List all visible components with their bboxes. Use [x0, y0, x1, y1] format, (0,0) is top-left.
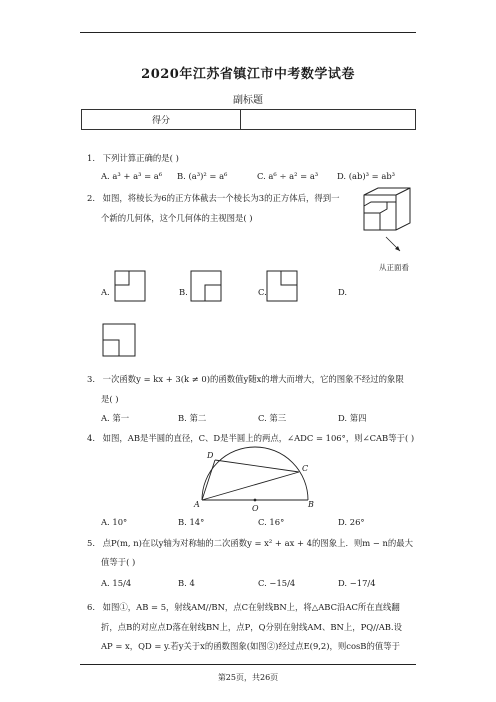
- q5-option-c: C. −15/4: [258, 578, 296, 588]
- page-footer: 第25页，共26页: [217, 673, 279, 682]
- q5-option-d: D. −17/4: [338, 578, 376, 588]
- q2-option-a-figure: [114, 270, 146, 302]
- question-number: 1.: [87, 153, 95, 163]
- q1-option-c: C. a⁶ ÷ a² = a³: [257, 171, 319, 181]
- q1-option-b: B. (a³)² = a⁶: [177, 171, 228, 181]
- q2-option-d-figure: [102, 323, 136, 357]
- q5-option-a: A. 15/4: [101, 578, 132, 588]
- q4-option-c: C. 16°: [258, 517, 285, 527]
- page-title: 2020年江苏省镇江市中考数学试卷: [141, 67, 355, 82]
- question-6-line3: AP = x，QD = y.若y关于x的函数图象(如图②)经过点E(9,2)，则cosB的值等于: [101, 641, 400, 651]
- bottom-rule: [80, 664, 416, 665]
- q2-solid-figure: [358, 187, 418, 271]
- q4-option-b: B. 14°: [178, 517, 205, 527]
- q1-option-d: D. (ab)³ = ab³: [337, 171, 396, 181]
- question-stem: 如图，AB是半圆的直径，C、D是半圆上的两点，∠ADC = 106°，则∠CAB等于( ): [102, 433, 415, 443]
- page-subtitle: 副标题: [233, 95, 263, 106]
- q3-option-d: D. 第四: [338, 413, 367, 423]
- q4-label-o: O: [252, 504, 259, 513]
- question-2: [87, 192, 339, 205]
- q4-option-d: D. 26°: [338, 517, 365, 527]
- question-stem: 下列计算正确的是( ): [102, 153, 179, 163]
- q3-option-a: A. 第一: [101, 413, 130, 423]
- question-6: [87, 601, 400, 614]
- q4-label-b: B: [308, 500, 314, 509]
- question-number: 2.: [87, 193, 95, 203]
- question-stem-line1: 点P(m, n)在以y轴为对称轴的二次函数y = x² + ax + 4的图象上．则m − n的最大: [102, 538, 414, 548]
- question-stem-line1: 如图①，AB = 5，射线AM//BN，点C在射线BN上，将△ABC沿AC所在直线翻: [102, 602, 400, 612]
- question-number: 3.: [87, 374, 95, 384]
- score-table: [81, 109, 416, 130]
- question-number: 5.: [87, 538, 95, 548]
- question-3-line2: 是( ): [101, 394, 119, 404]
- score-label: 得分: [82, 110, 241, 130]
- question-5-line2: 值等于( ): [101, 557, 136, 567]
- q2-option-c-figure: [266, 270, 298, 302]
- question-number: 6.: [87, 602, 95, 612]
- q4-label-d: D: [207, 451, 214, 460]
- q2-option-c: C.: [258, 287, 267, 297]
- q1-option-a: A. a³ + a³ = a⁶: [101, 171, 163, 181]
- q3-option-c: C. 第三: [258, 413, 287, 423]
- q4-option-a: A. 10°: [101, 517, 128, 527]
- q5-option-b: B. 4: [178, 578, 195, 588]
- question-stem-line1: 一次函数y = kx + 3(k ≠ 0)的函数值y随x的增大而增大，它的图象不经过的象限: [102, 374, 404, 384]
- q4-label-c: C: [302, 464, 309, 473]
- q2-option-b: B.: [179, 287, 188, 297]
- top-rule: [80, 32, 416, 33]
- q2-option-d: D.: [338, 287, 348, 297]
- q2-option-b-figure: [190, 270, 222, 302]
- q2-option-a: A.: [101, 287, 110, 297]
- question-number: 4.: [87, 433, 95, 443]
- question-2-line2: 个新的几何体，这个几何体的主视图是( ): [101, 213, 253, 223]
- q4-label-a: A: [194, 500, 200, 509]
- question-6-line2: 折，点B的对应点D落在射线BN上，点P，Q分别在射线AM、BN上，PQ//AB.设: [101, 622, 402, 632]
- question-3: [87, 373, 404, 386]
- question-1: [87, 152, 179, 165]
- q2-figure-label: 从正面看: [379, 263, 409, 272]
- question-stem-line1: 如图，将棱长为6的正方体截去一个棱长为3的正方体后，得到一: [102, 193, 340, 203]
- score-value-cell: [241, 110, 416, 130]
- question-5: [87, 537, 413, 550]
- q3-option-b: B. 第二: [178, 413, 207, 423]
